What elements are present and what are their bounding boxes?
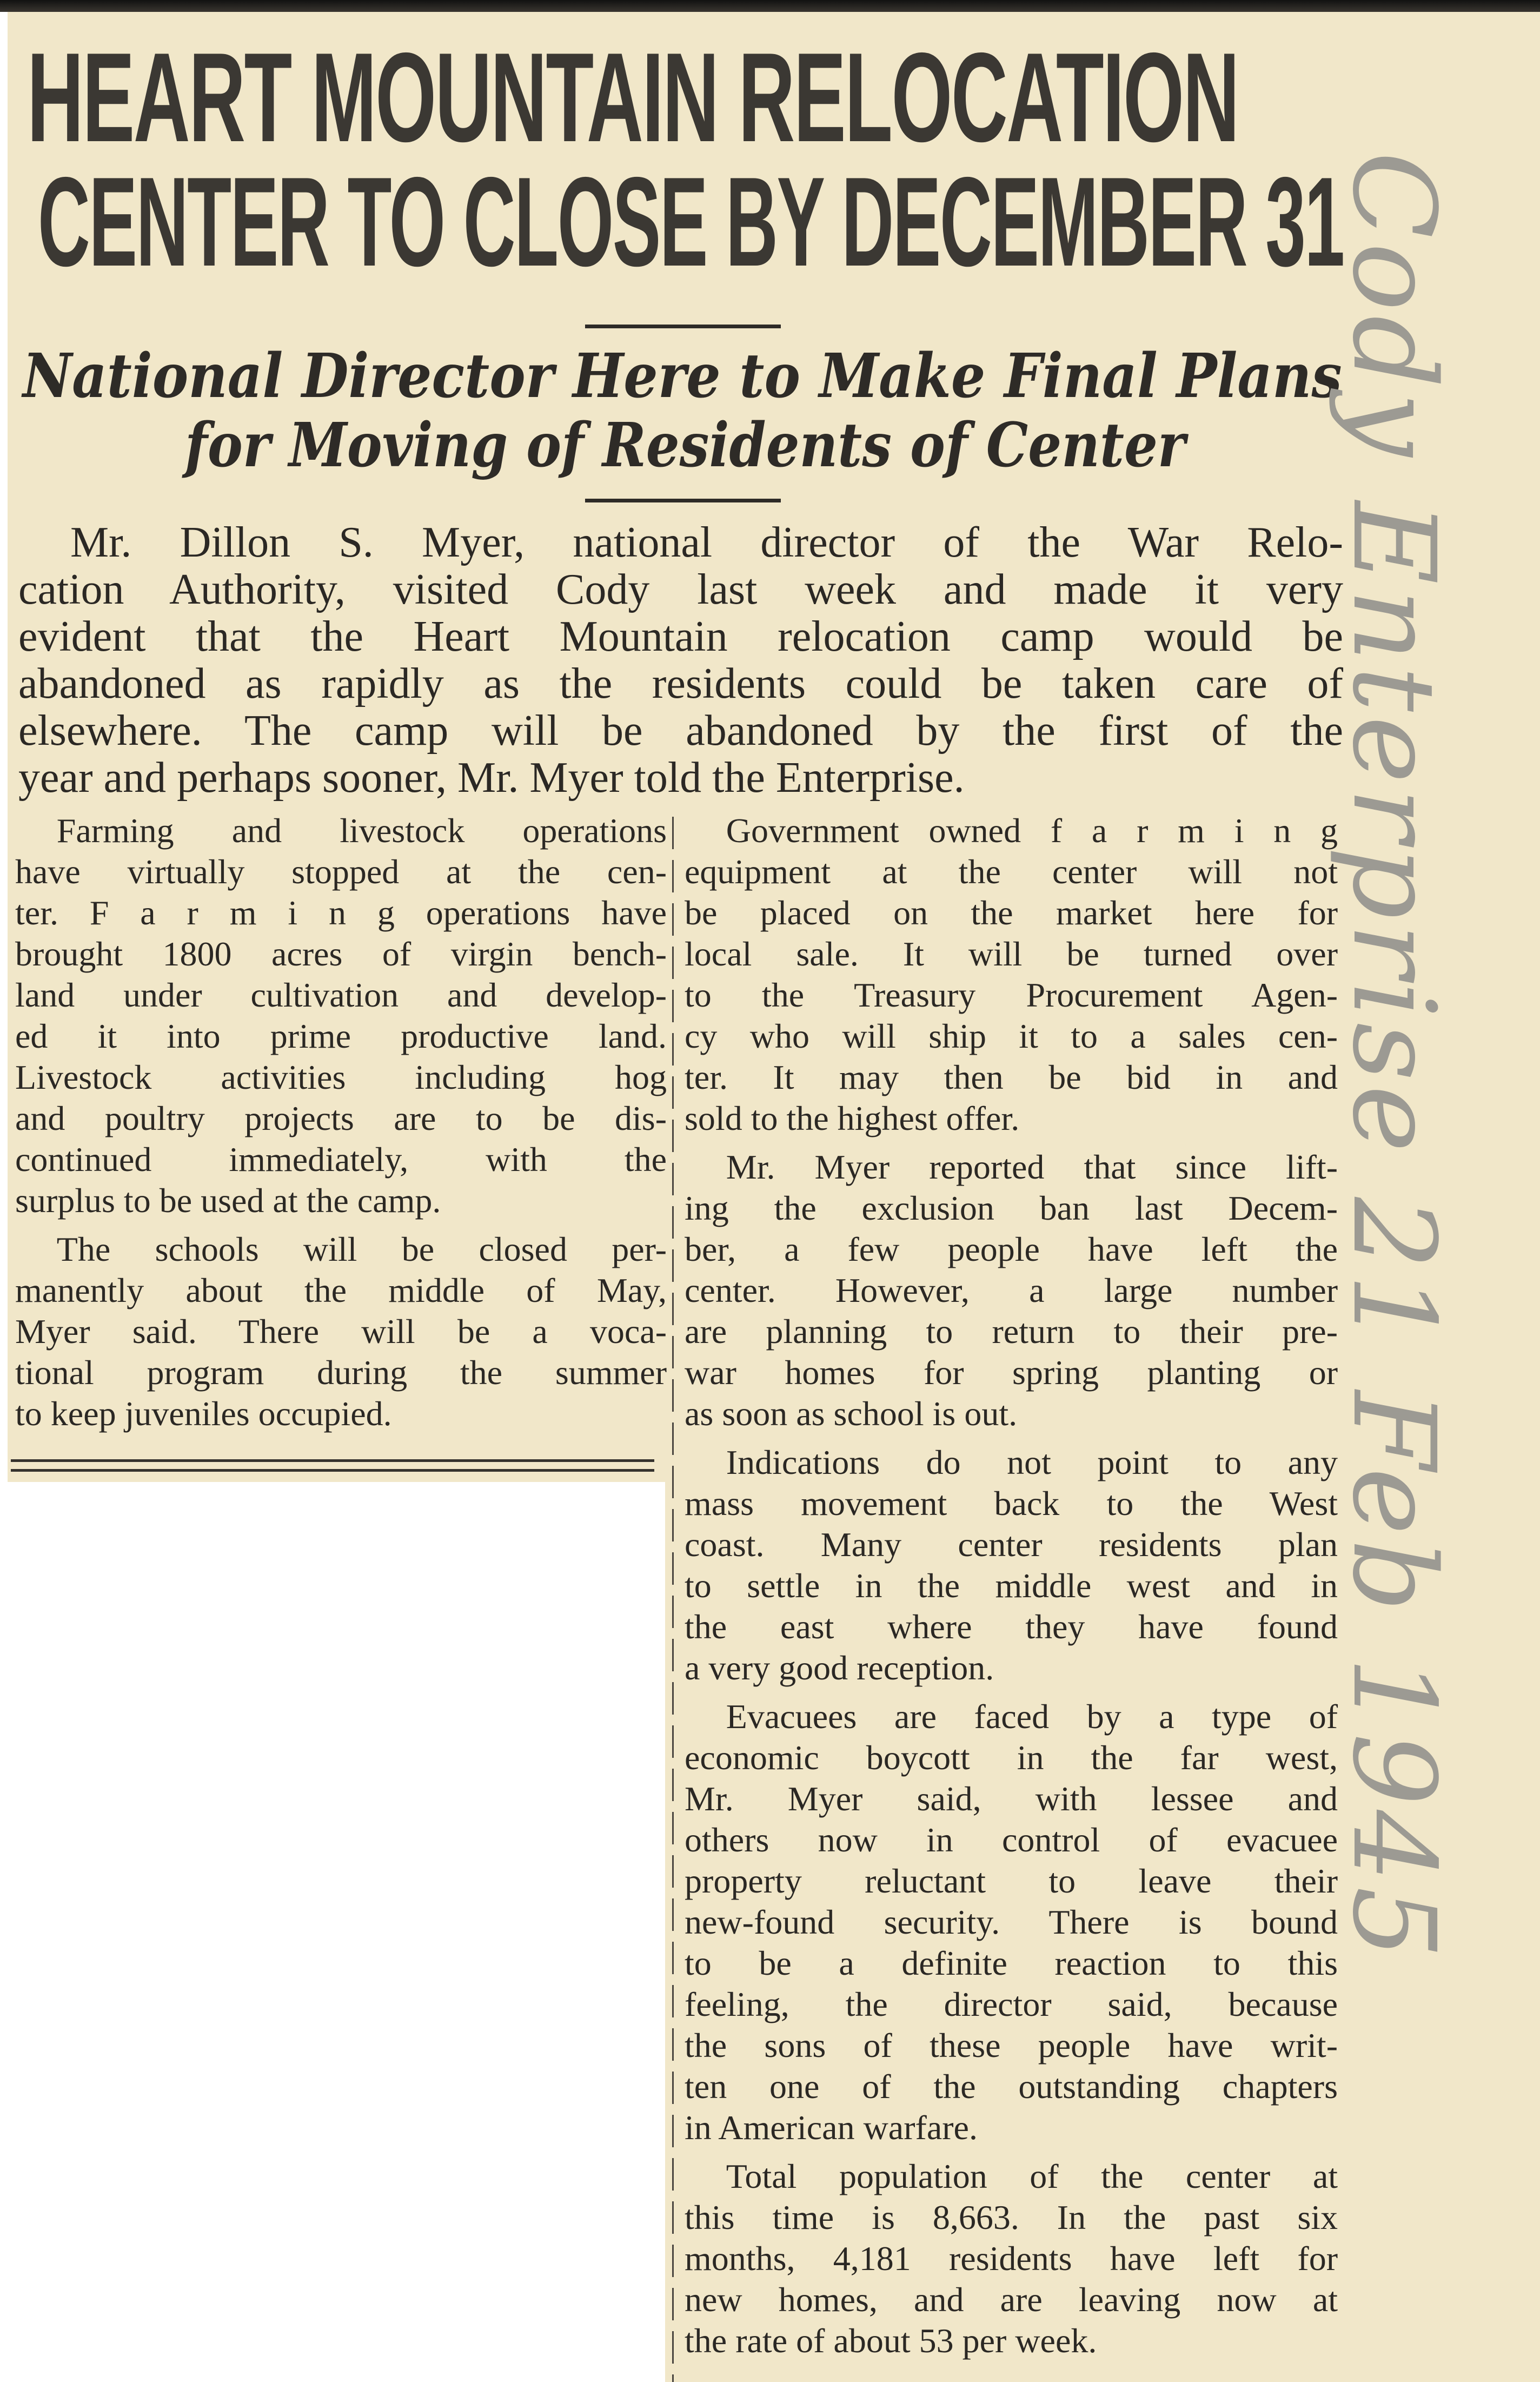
text-line: new-found security. There is bound — [685, 1903, 1338, 1941]
text-line: ed it into prime productive land. — [15, 1017, 667, 1055]
text-line: center. However, a large number — [685, 1271, 1338, 1309]
scan-edge — [0, 0, 1540, 12]
text-line: in American warfare. — [685, 2108, 978, 2147]
end-rule-top — [11, 1459, 654, 1462]
paragraph — [15, 810, 667, 1221]
column-divider — [672, 817, 674, 2382]
divider-rule — [585, 325, 781, 328]
text-line: this time is 8,663. In the past six — [685, 2198, 1338, 2237]
text-line: and poultry projects are to be dis- — [15, 1099, 667, 1137]
text-line: equipment at the center will not — [685, 852, 1338, 891]
text-line: the east where they have found — [685, 1607, 1338, 1646]
right-column — [685, 810, 1338, 2369]
text-line: to keep juveniles occupied. — [15, 1394, 392, 1433]
text-line: brought 1800 acres of virgin bench- — [15, 935, 667, 973]
headline-line-1: HEART MOUNTAIN RELOCATION — [27, 26, 1238, 168]
text-line: others now in control of evacuee — [685, 1821, 1338, 1859]
text-line: coast. Many center residents plan — [685, 1525, 1338, 1564]
text-line: Myer said. There will be a voca- — [15, 1312, 667, 1351]
text-line: Livestock activities including hog — [15, 1058, 667, 1096]
headline-line-2: CENTER TO CLOSE BY DECEMBER 31 — [38, 150, 1344, 293]
text-line: the rate of about 53 per week. — [685, 2321, 1097, 2360]
text-line: ing the exclusion ban last Decem- — [685, 1189, 1338, 1227]
text-line: tional program during the summer — [15, 1353, 667, 1392]
text-line: feeling, the director said, because — [685, 1985, 1338, 2023]
text-line: land under cultivation and develop- — [15, 976, 667, 1014]
text-line: have virtually stopped at the cen- — [15, 852, 667, 891]
text-line: Total population of the center at — [726, 2157, 1338, 2195]
text-line: property reluctant to leave their — [685, 1862, 1338, 1900]
text-line: Farming and livestock operations — [56, 811, 667, 850]
text-line: continued immediately, with the — [15, 1140, 667, 1179]
text-line: Evacuees are faced by a type of — [726, 1697, 1338, 1736]
paragraph — [685, 1442, 1338, 1689]
text-line: cy who will ship it to a sales cen- — [685, 1017, 1338, 1055]
text-line: new homes, and are leaving now at — [685, 2280, 1338, 2319]
text-line: manently about the middle of May, — [15, 1271, 667, 1309]
text-line: the sons of these people have writ- — [685, 2026, 1338, 2065]
text-line: surplus to be used at the camp. — [15, 1181, 441, 1220]
text-line: Mr. Myer said, with lessee and — [685, 1779, 1338, 1818]
lead-paragraph — [18, 519, 1343, 809]
divider-rule — [585, 499, 781, 502]
paragraph — [15, 1229, 667, 1434]
text-line: Indications do not point to any — [726, 1443, 1338, 1481]
text-line: sold to the highest offer. — [685, 1099, 1020, 1137]
subhead-line-1: National Director Here to Make Final Plans — [23, 341, 1342, 412]
text-line: to the Treasury Procurement Agen- — [685, 976, 1338, 1014]
paragraph — [685, 1696, 1338, 2148]
end-rule-bottom — [11, 1469, 654, 1472]
text-line: ber, a few people have left the — [685, 1230, 1338, 1268]
text-line: months, 4,181 residents have left for — [685, 2239, 1338, 2278]
text-line: Government owned f a r m i n g — [726, 811, 1338, 850]
text-line: abandoned as rapidly as the residents could be taken care of — [18, 660, 1343, 707]
text-line: economic boycott in the far west, — [685, 1738, 1338, 1777]
text-line: ter. F a r m i n g operations have — [15, 894, 667, 932]
paragraph — [685, 2156, 1338, 2361]
text-line: to be a definite reaction to this — [685, 1944, 1338, 1982]
text-line: mass movement back to the West — [685, 1484, 1338, 1523]
text-line: The schools will be closed per- — [56, 1230, 667, 1268]
paragraph — [18, 519, 1343, 802]
text-line: ten one of the outstanding chapters — [685, 2067, 1338, 2106]
text-line: a very good reception. — [685, 1649, 994, 1687]
text-line: Mr. Dillon S. Myer, national director of the War Relo- — [70, 519, 1343, 566]
text-line: ter. It may then be bid in and — [685, 1058, 1338, 1096]
text-line: year and perhaps sooner, Mr. Myer told the Enterprise. — [18, 754, 965, 802]
text-line: cation Authority, visited Cody last week and made it very — [18, 566, 1343, 613]
text-line: local sale. It will be turned over — [685, 935, 1338, 973]
handwritten-note: Cody Enterprise 21 Feb 1945 — [1327, 151, 1460, 1963]
left-column — [15, 810, 667, 1442]
paragraph — [685, 1147, 1338, 1434]
text-line: as soon as school is out. — [685, 1394, 1018, 1433]
subhead-line-2: for Moving of Residents of Center — [185, 410, 1186, 481]
text-line: to settle in the middle west and in — [685, 1566, 1338, 1605]
text-line: war homes for spring planting or — [685, 1353, 1338, 1392]
text-line: elsewhere. The camp will be abandoned by the first of the — [18, 707, 1343, 755]
paragraph — [685, 810, 1338, 1139]
text-line: be placed on the market here for — [685, 894, 1338, 932]
text-line: Mr. Myer reported that since lift- — [726, 1148, 1338, 1186]
text-line: are planning to return to their pre- — [685, 1312, 1338, 1351]
text-line: evident that the Heart Mountain relocation camp would be — [18, 613, 1343, 660]
